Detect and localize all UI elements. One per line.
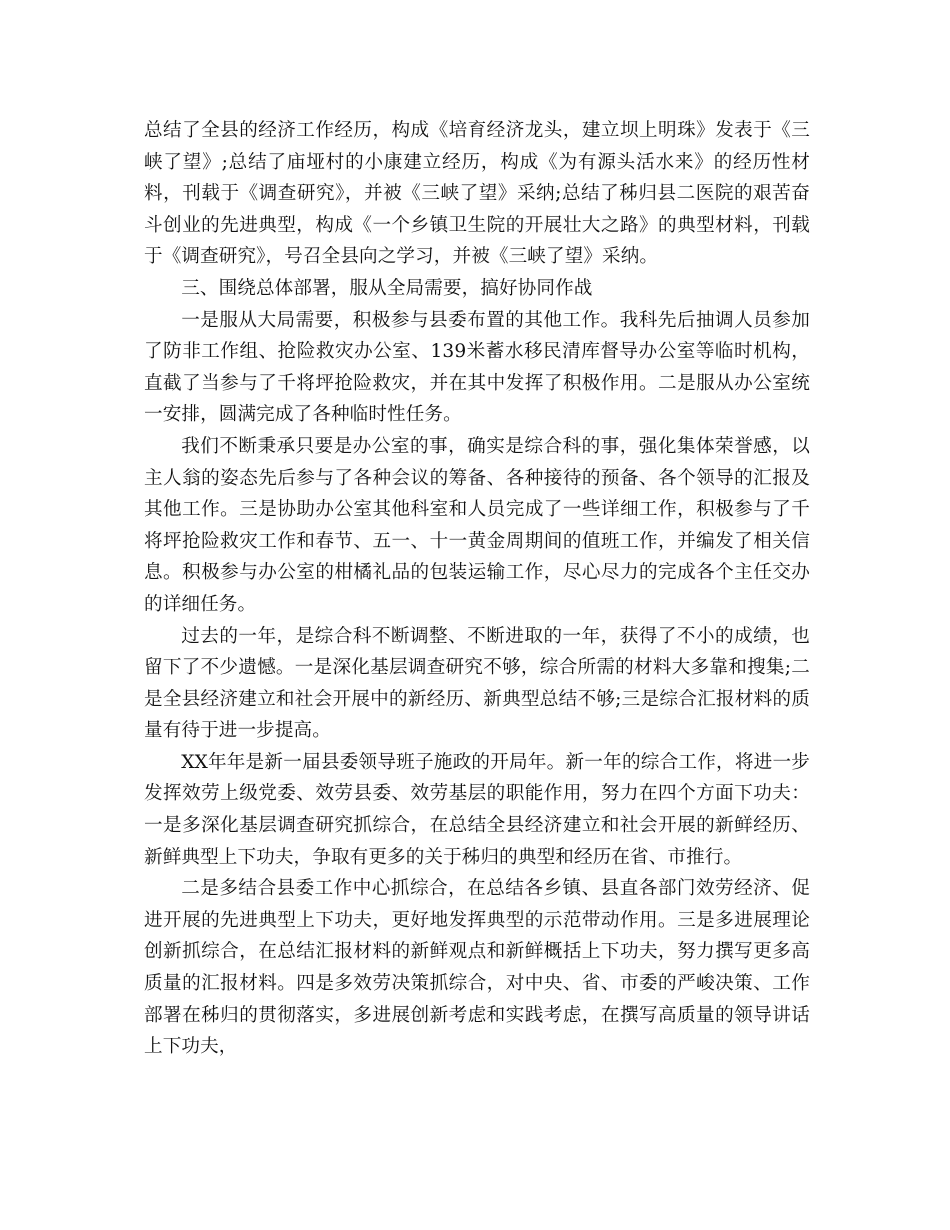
section-heading: 三、围绕总体部署，服从全局需要，搞好协同作战 [181,277,593,299]
document-body [144,115,810,1063]
paragraph: XX年年是新一届县委领导班子施政的开局年。新一年的综合工作，将进一步发挥效劳上级党委、效劳县委、效劳基层的职能作用，努力在四个方面下功夫：一是多深化基层调查研究抓综合，在总结全县经济建立和社会开展的新鲜经历、新鲜典型上下功夫，争取有更多的关于秭归的典型和经历在省、市推行。 [144,751,810,868]
paragraph: 过去的一年，是综合科不断调整、不断进取的一年，获得了不小的成绩，也留下了不少遗憾。一是深化基层调查研究不够，综合所需的材料大多靠和搜集;二是全县经济建立和社会开展中的新经历、新典型总结不够;三是综合汇报材料的质量有待于进一步提高。 [144,625,810,742]
paragraph: 二是多结合县委工作中心抓综合，在总结各乡镇、县直各部门效劳经济、促进开展的先进典型上下功夫，更好地发挥典型的示范带动作用。三是多进展理论创新抓综合，在总结汇报材料的新鲜观点和新鲜概括上下功夫，努力撰写更多高质量的汇报材料。四是多效劳决策抓综合，对中央、省、市委的严峻决策、工作部署在秭归的贯彻落实，多进展创新考虑和实践考虑，在撰写高质量的领导讲话上下功夫， [144,878,810,1058]
paragraph: 一是服从大局需要，积极参与县委布置的其他工作。我科先后抽调人员参加了防非工作组、抢险救灾办公室、139米蓄水移民清库督导办公室等临时机构，直截了当参与了千将坪抢险救灾，并在其中发挥了积极作用。二是服从办公室统一安排，圆满完成了各种临时性任务。 [144,309,810,426]
paragraph: 我们不断秉承只要是办公室的事，确实是综合科的事，强化集体荣誉感，以主人翁的姿态先后参与了各种会议的筹备、各种接待的预备、各个领导的汇报及其他工作。三是协助办公室其他科室和人员完成了一些详细工作，积极参与了千将坪抢险救灾工作和春节、五一、十一黄金周期间的值班工作，并编发了相关信息。积极参与办公室的柑橘礼品的包装运输工作，尽心尽力的完成各个主任交办的详细任务。 [144,435,810,615]
paragraph-continued: 总结了全县的经济工作经历，构成《培育经济龙头，建立坝上明珠》发表于《三峡了望》;总结了庙垭村的小康建立经历，构成《为有源头活水来》的经历性材料，刊载于《调查研究》，并被《三峡了望》采纳;总结了秭归县二医院的艰苦奋斗创业的先进典型，构成《一个乡镇卫生院的开展壮大之路》的典型材料，刊载于《调查研究》，号召全县向之学习，并被《三峡了望》采纳。 [144,120,810,268]
